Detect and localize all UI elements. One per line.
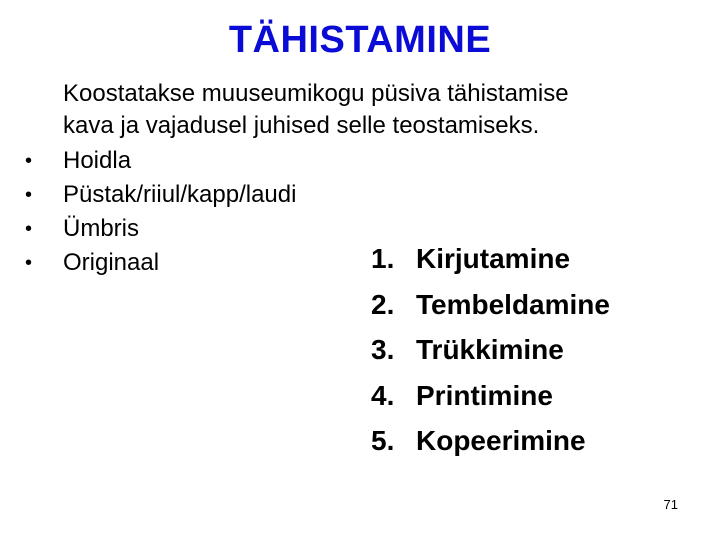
page-number: 71 <box>663 497 678 512</box>
item-label: Kirjutamine <box>416 243 571 274</box>
bullet-label: Originaal <box>63 249 160 276</box>
item-number: 2. <box>371 288 395 320</box>
numbered-item <box>371 373 610 419</box>
numbered-list <box>371 236 610 464</box>
bullet-label: Ümbris <box>63 215 139 242</box>
bullet-dot-icon: • <box>25 184 33 206</box>
item-number: 5. <box>371 425 395 456</box>
item-number: 1. <box>371 243 395 274</box>
numbered-item <box>371 236 610 282</box>
bullet-list <box>22 144 296 280</box>
item-number: 4. <box>371 379 395 411</box>
numbered-item <box>371 282 610 328</box>
item-label: Printimine <box>416 379 553 411</box>
bullet-label: Hoidla <box>63 147 132 174</box>
bullet-item <box>22 246 296 280</box>
bullet-item <box>22 178 296 212</box>
intro-line: kava ja vajadusel juhised selle teostamiseks. <box>63 112 540 139</box>
bullet-label: Püstak/riiul/kapp/laudi <box>63 181 297 208</box>
item-label: Kopeerimine <box>416 425 586 456</box>
item-label: Trükkimine <box>416 334 564 365</box>
bullet-item <box>22 144 296 178</box>
numbered-item <box>371 418 610 464</box>
numbered-item <box>371 327 610 373</box>
slide-title: TÄHISTAMINE <box>228 19 492 61</box>
bullet-item <box>22 212 296 246</box>
intro-text <box>63 78 703 142</box>
intro-line: Koostatakse muuseumikogu püsiva tähistamise <box>63 80 569 107</box>
bullet-dot-icon: • <box>25 150 33 172</box>
item-number: 3. <box>371 334 395 365</box>
item-label: Tembeldamine <box>416 288 610 320</box>
bullet-dot-icon: • <box>25 252 33 274</box>
bullet-dot-icon: • <box>25 218 33 240</box>
